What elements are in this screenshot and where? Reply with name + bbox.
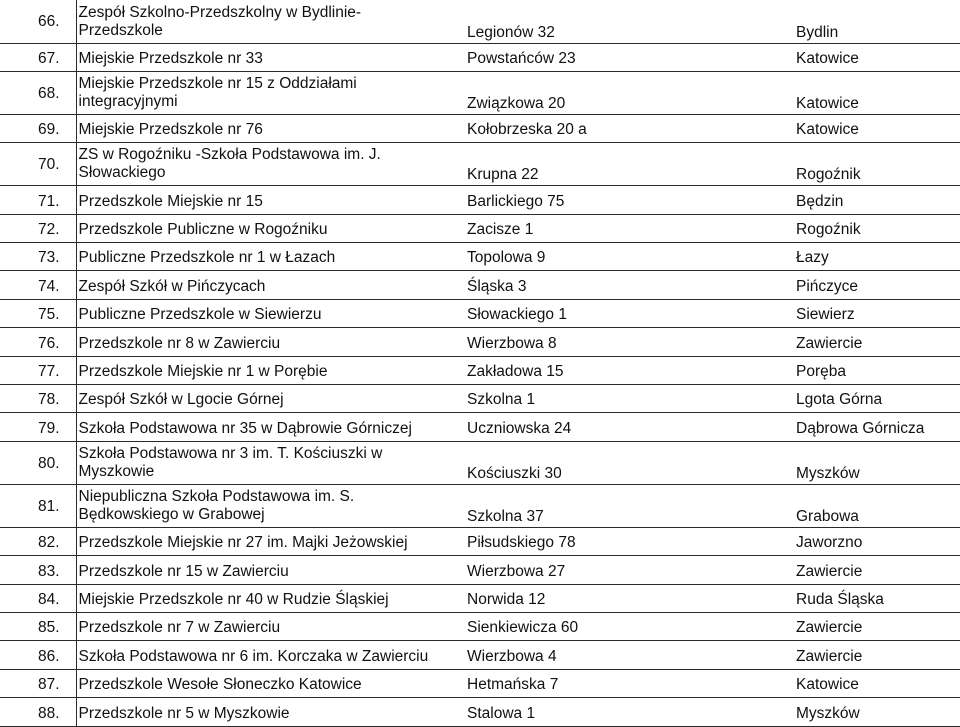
row-number: 75.: [0, 299, 76, 327]
row-number: 78.: [0, 385, 76, 413]
street-address: Powstańców 23: [467, 49, 576, 67]
institution-name-cell: [76, 214, 465, 242]
city-name: Dąbrowa Górnicza: [796, 419, 925, 437]
institution-name-line: Przedszkole Publiczne w Rogoźniku: [78, 221, 328, 239]
institution-name-cell: [76, 299, 465, 327]
institution-name-cell: [76, 612, 465, 640]
row-number: 80.: [0, 441, 76, 484]
row-number: 67.: [0, 43, 76, 71]
institution-name-line: Przedszkole Miejskie nr 27 im. Majki Jeżowskiej: [78, 534, 408, 552]
institution-name-cell: [76, 43, 465, 71]
institution-name-cell: [76, 0, 465, 43]
city-name: Będzin: [796, 192, 844, 210]
city-name: Poręba: [796, 363, 846, 381]
institution-name-cell: [76, 698, 465, 726]
institution-name-line: Myszkowie: [78, 462, 155, 480]
street-address: Piłsudskiego 78: [467, 534, 576, 552]
table-row: [0, 385, 960, 413]
institution-name-line: Przedszkole: [78, 21, 163, 39]
city-name: Zawiercie: [796, 334, 863, 352]
street-address: Sienkiewicza 60: [467, 619, 579, 637]
row-number: 87.: [0, 669, 76, 697]
street-address: Stalowa 1: [467, 704, 536, 722]
institution-name-cell: [76, 669, 465, 697]
institution-name-line: Miejskie Przedszkole nr 40 w Rudzie Śląskiej: [78, 590, 389, 608]
institution-name-line: Niepubliczna Szkoła Podstawowa im. S.: [78, 487, 355, 505]
institution-name-line: Przedszkole nr 8 w Zawierciu: [78, 334, 281, 352]
row-number: 85.: [0, 612, 76, 640]
institution-name-cell: [76, 186, 465, 214]
table-row: [0, 441, 960, 484]
street-address: Barlickiego 75: [467, 192, 565, 210]
institution-name-line: Słowackiego: [78, 164, 166, 182]
table-row: [0, 484, 960, 527]
institution-name-line: Będkowskiego w Grabowej: [78, 505, 265, 523]
institution-name-line: Miejskie Przedszkole nr 33: [78, 49, 263, 67]
row-number: 83.: [0, 556, 76, 584]
institution-name-line: Zespół Szkół w Lgocie Górnej: [78, 391, 284, 409]
city-name: Katowice: [796, 121, 859, 139]
street-address: Krupna 22: [467, 166, 539, 184]
city-name: Grabowa: [796, 507, 859, 525]
institution-name-line: Przedszkole nr 15 w Zawierciu: [78, 562, 289, 580]
institution-name-line: Miejskie Przedszkole nr 76: [78, 121, 263, 139]
street-address: Kościuszki 30: [467, 464, 562, 482]
institution-name-line: Przedszkole nr 5 w Myszkowie: [78, 704, 290, 722]
institution-name-line: Zespół Szkół w Pińczycach: [78, 277, 266, 295]
street-address: Wierzbowa 4: [467, 647, 557, 665]
city-name: Rogoźnik: [796, 166, 861, 184]
city-name: Pińczyce: [796, 277, 859, 295]
table-row: [0, 0, 960, 43]
institution-name-cell: [76, 584, 465, 612]
table-row: [0, 612, 960, 640]
city-name: Siewierz: [796, 306, 855, 324]
table-row: [0, 186, 960, 214]
row-number: 76.: [0, 328, 76, 356]
institution-name-line: Przedszkole nr 7 w Zawierciu: [78, 619, 281, 637]
street-address: Hetmańska 7: [467, 676, 559, 694]
institution-name-cell: [76, 71, 465, 114]
institution-name-line: Przedszkole Miejskie nr 15: [78, 192, 263, 210]
city-name: Lgota Górna: [796, 391, 883, 409]
city-name: Katowice: [796, 676, 859, 694]
institution-name-cell: [76, 356, 465, 384]
row-number: 73.: [0, 243, 76, 271]
city-name: Bydlin: [796, 23, 839, 41]
table-row: [0, 356, 960, 384]
institution-name-line: ZS w Rogoźniku -Szkoła Podstawowa im. J.: [78, 146, 381, 164]
row-number: 69.: [0, 114, 76, 142]
institution-name-cell: [76, 271, 465, 299]
street-address: Zacisze 1: [467, 221, 534, 239]
table-row: [0, 243, 960, 271]
street-address: Wierzbowa 27: [467, 562, 566, 580]
table-row: [0, 527, 960, 555]
city-name: Zawiercie: [796, 562, 863, 580]
institution-name-line: Miejskie Przedszkole nr 15 z Oddziałami: [78, 74, 357, 92]
row-number: 72.: [0, 214, 76, 242]
street-address: Szkolna 1: [467, 391, 536, 409]
institution-name-cell: [76, 527, 465, 555]
institution-name-cell: [76, 328, 465, 356]
table-row: [0, 413, 960, 441]
city-name: Ruda Śląska: [796, 590, 884, 608]
table-row: [0, 214, 960, 242]
institution-name-cell: [76, 114, 465, 142]
city-name: Zawiercie: [796, 647, 863, 665]
row-number: 71.: [0, 186, 76, 214]
institution-name-cell: [76, 385, 465, 413]
city-name: Rogoźnik: [796, 221, 861, 239]
row-number: 77.: [0, 356, 76, 384]
street-address: Wierzbowa 8: [467, 334, 557, 352]
institution-name-line: Publiczne Przedszkole w Siewierzu: [78, 306, 322, 324]
row-number: 82.: [0, 527, 76, 555]
table-row: [0, 584, 960, 612]
table-row: [0, 641, 960, 669]
institution-name-line: Szkoła Podstawowa nr 3 im. T. Kościuszki w: [78, 444, 383, 462]
institution-name-line: Zespół Szkolno-Przedszkolny w Bydlinie-: [78, 3, 362, 21]
city-name: Łazy: [796, 249, 829, 267]
institution-name-cell: [76, 556, 465, 584]
institution-name-cell: [76, 641, 465, 669]
city-name: Myszków: [796, 464, 860, 482]
street-address: Uczniowska 24: [467, 419, 572, 437]
table-row: [0, 114, 960, 142]
institution-name-line: Przedszkole Wesołe Słoneczko Katowice: [78, 676, 362, 694]
street-address: Słowackiego 1: [467, 306, 567, 324]
street-address: Legionów 32: [467, 23, 555, 41]
institution-name-line: Szkoła Podstawowa nr 35 w Dąbrowie Górniczej: [78, 419, 412, 437]
city-name: Katowice: [796, 49, 859, 67]
institution-name-line: Publiczne Przedszkole nr 1 w Łazach: [78, 249, 336, 267]
city-name: Jaworzno: [796, 534, 863, 552]
table-row: [0, 43, 960, 71]
row-number: 70.: [0, 143, 76, 186]
row-number: 79.: [0, 413, 76, 441]
city-name: Katowice: [796, 94, 859, 112]
street-address: Szkolna 37: [467, 507, 544, 525]
institution-name-cell: [76, 484, 465, 527]
street-address: Zakładowa 15: [467, 363, 564, 381]
institution-name-cell: [76, 243, 465, 271]
street-address: Norwida 12: [467, 590, 546, 608]
row-number: 68.: [0, 71, 76, 114]
row-number: 81.: [0, 484, 76, 527]
institution-name-line: Przedszkole Miejskie nr 1 w Porębie: [78, 363, 328, 381]
row-number: 86.: [0, 641, 76, 669]
street-address: Związkowa 20: [467, 94, 566, 112]
institution-name-line: Szkoła Podstawowa nr 6 im. Korczaka w Zawierciu: [78, 647, 429, 665]
table-row: [0, 299, 960, 327]
institution-name-cell: [76, 441, 465, 484]
row-number: 74.: [0, 271, 76, 299]
row-number: 88.: [0, 698, 76, 726]
table-row: [0, 271, 960, 299]
institution-name-cell: [76, 413, 465, 441]
table-row: [0, 669, 960, 697]
city-name: Myszków: [796, 704, 860, 722]
institution-name-cell: [76, 143, 465, 186]
table-row: [0, 71, 960, 114]
table-row: [0, 328, 960, 356]
row-number: 84.: [0, 584, 76, 612]
city-name: Zawiercie: [796, 619, 863, 637]
row-number: 66.: [0, 0, 76, 43]
street-address: Kołobrzeska 20 a: [467, 121, 587, 139]
street-address: Topolowa 9: [467, 249, 546, 267]
table-row: [0, 143, 960, 186]
table-row: [0, 556, 960, 584]
institution-name-line: integracyjnymi: [78, 92, 178, 110]
street-address: Śląska 3: [467, 277, 527, 295]
table-row: [0, 698, 960, 726]
